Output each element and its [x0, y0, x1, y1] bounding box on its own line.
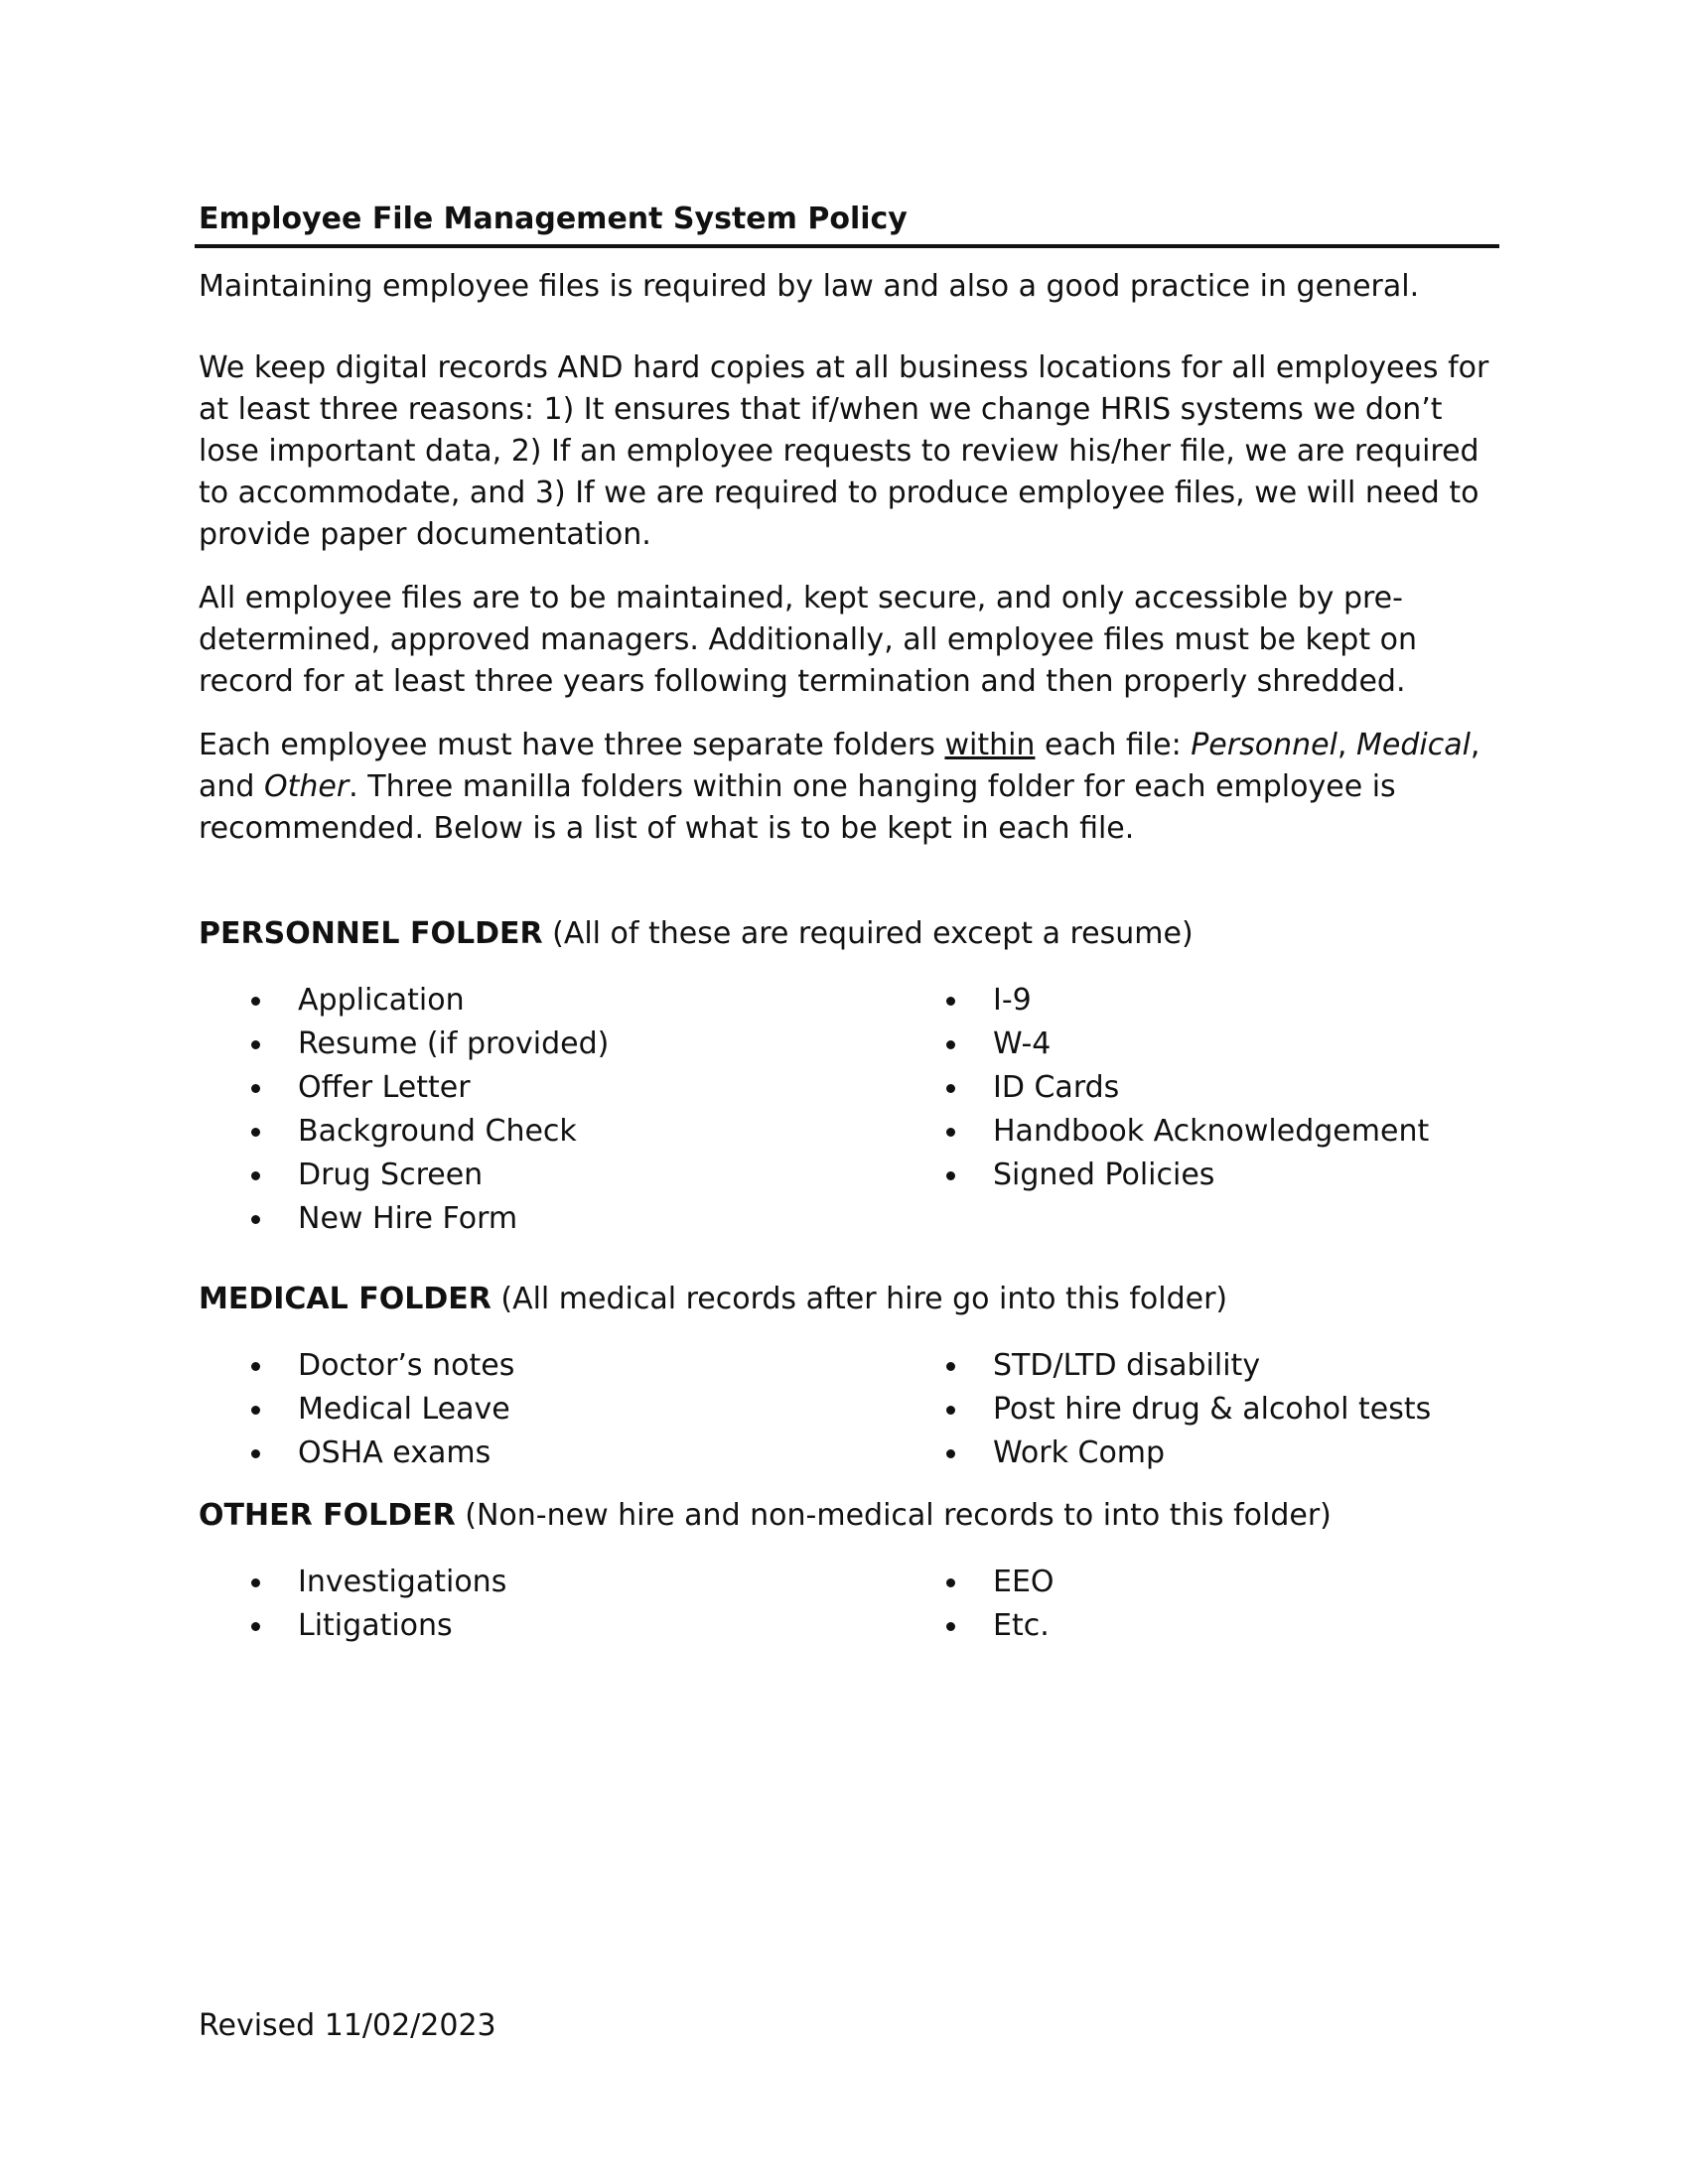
- list-item: Post hire drug & alcohol tests: [894, 1388, 1431, 1432]
- page-title: Employee File Management System Policy: [195, 199, 1499, 248]
- list-item: EEO: [894, 1561, 1055, 1604]
- list-item: Offer Letter: [199, 1066, 894, 1110]
- policy-document: [199, 199, 1499, 1648]
- other-folder-heading: OTHER FOLDER (Non-new hire and non-medical records to into this folder): [199, 1498, 1332, 1533]
- list-item: Handbook Acknowledgement: [894, 1110, 1429, 1154]
- list-item: Application: [199, 979, 894, 1023]
- list-item: W-4: [894, 1023, 1429, 1066]
- list-item: Resume (if provided): [199, 1023, 894, 1066]
- list-item: Doctor’s notes: [199, 1344, 894, 1388]
- list-item: Litigations: [199, 1604, 894, 1648]
- personnel-folder-list: [199, 979, 1499, 1241]
- list-item: Work Comp: [894, 1432, 1431, 1475]
- list-item: STD/LTD disability: [894, 1344, 1431, 1388]
- other-folder-list: [199, 1561, 1499, 1648]
- list-item: I-9: [894, 979, 1429, 1023]
- list-item: Background Check: [199, 1110, 894, 1154]
- list-item: Drug Screen: [199, 1154, 894, 1197]
- personnel-folder-heading: PERSONNEL FOLDER (All of these are required except a resume): [199, 916, 1194, 951]
- intro-paragraph: Maintaining employee files is required by law and also a good practice in general.: [199, 269, 1420, 304]
- list-item: ID Cards: [894, 1066, 1429, 1110]
- list-item: OSHA exams: [199, 1432, 894, 1475]
- list-item: Etc.: [894, 1604, 1055, 1648]
- revision-date: Revised 11/02/2023: [199, 2008, 496, 2043]
- list-item: Investigations: [199, 1561, 894, 1604]
- security-paragraph: All employee files are to be maintained, kept secure, and only accessible by pre-determined, approved managers. Additionally, all employee files must be kept on record for at least three years following termination and then properly shredded.: [199, 581, 1417, 699]
- folders-paragraph: Each employee must have three separate folders within each file: Personnel, Medical, and Other. Three manilla folders within one hanging folder for each employee is recommended. Below is a list of what is to be kept in each file.: [199, 728, 1480, 846]
- medical-folder-heading: MEDICAL FOLDER (All medical records after hire go into this folder): [199, 1282, 1228, 1316]
- list-item: Signed Policies: [894, 1154, 1429, 1197]
- reasons-paragraph: We keep digital records AND hard copies at all business locations for all employees for at least three reasons: 1) It ensures that if/when we change HRIS systems we don’t lose important data, 2) If an employee requests to review his/her file, we are required to accommodate, and 3) If we are required to produce employee files, we will need to provide paper documentation.: [199, 350, 1489, 552]
- list-item: New Hire Form: [199, 1197, 894, 1241]
- medical-folder-list: [199, 1344, 1499, 1475]
- list-item: Medical Leave: [199, 1388, 894, 1432]
